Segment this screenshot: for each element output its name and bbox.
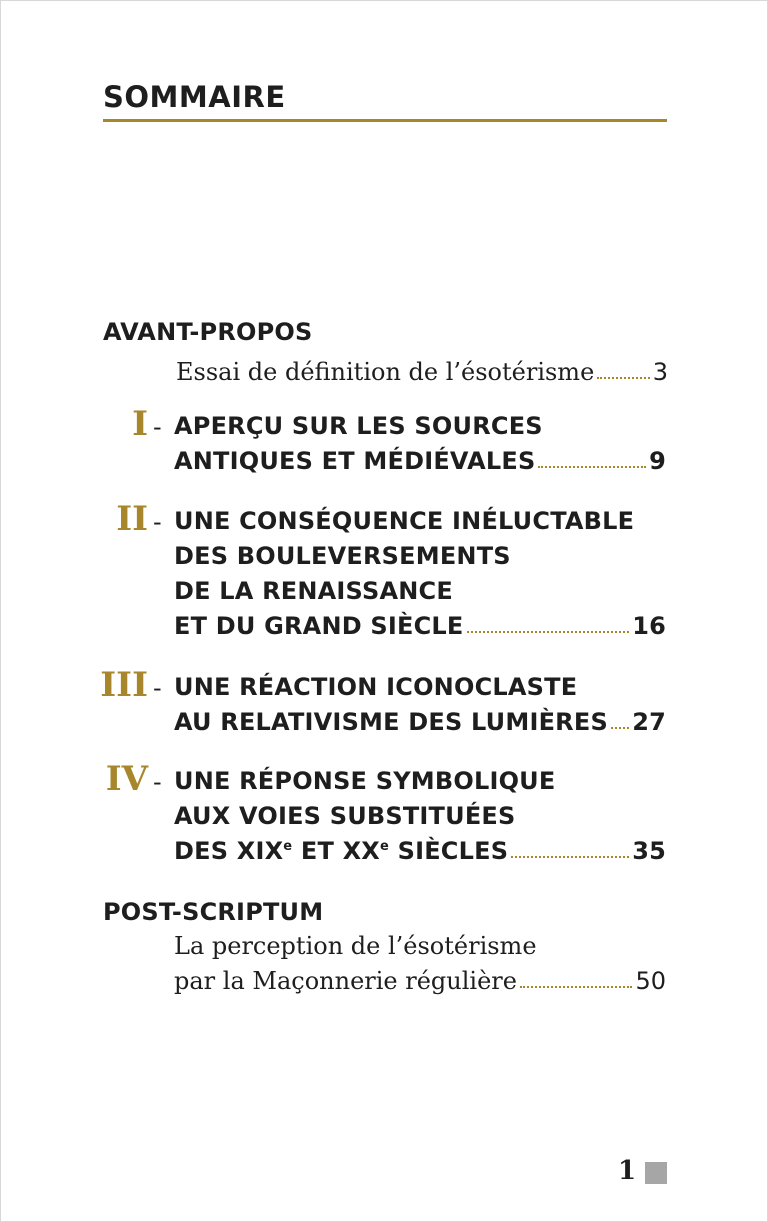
chapter-title-line: ANTIQUES ET MÉDIÉVALES	[174, 447, 536, 475]
toc-entry-chapter-1[interactable]	[174, 447, 666, 475]
chapter-dash: -	[153, 674, 162, 702]
chapter-numeral: I	[132, 404, 148, 444]
page-number: 16	[632, 612, 666, 640]
title-fragment: ET XX	[292, 837, 381, 865]
folio-square	[645, 1162, 667, 1184]
dot-leader	[467, 631, 630, 633]
chapter-numeral: III	[100, 665, 148, 705]
chapter-title-line	[174, 837, 508, 865]
chapter-title-line[interactable]: AUX VOIES SUBSTITUÉES	[174, 802, 516, 830]
post-scriptum-subtitle: par la Maçonnerie régulière	[174, 967, 517, 995]
title-underline	[103, 119, 667, 122]
dot-leader	[520, 986, 632, 988]
dot-leader	[511, 856, 629, 858]
title-fragment: DES XIX	[174, 837, 284, 865]
toc-entry-chapter-3[interactable]	[174, 708, 666, 736]
page-number: 27	[632, 708, 666, 736]
chapter-title-line[interactable]: UNE RÉPONSE SYMBOLIQUE	[174, 767, 556, 795]
post-scriptum-subtitle[interactable]: La perception de l’ésotérisme	[174, 932, 537, 960]
chapter-dash: -	[153, 508, 162, 536]
page-number: 3	[652, 358, 668, 386]
folio-number: 1	[618, 1156, 637, 1186]
page-number: 9	[649, 447, 666, 475]
chapter-dash: -	[153, 768, 162, 796]
title-fragment: SIÈCLES	[389, 837, 509, 865]
avant-propos-subtitle: Essai de définition de l’ésotérisme	[176, 358, 595, 386]
chapter-title-line[interactable]: APERÇU SUR LES SOURCES	[174, 412, 543, 440]
toc-entry-chapter-2[interactable]	[174, 612, 666, 640]
dot-leader	[611, 727, 629, 729]
superscript: e	[380, 839, 390, 854]
post-scriptum-title: POST-SCRIPTUM	[103, 898, 324, 926]
chapter-title-line[interactable]: UNE CONSÉQUENCE INÉLUCTABLE	[174, 507, 635, 535]
toc-entry-chapter-4[interactable]	[174, 837, 666, 865]
chapter-title-line[interactable]: DE LA RENAISSANCE	[174, 577, 453, 605]
page-number: 50	[635, 967, 666, 995]
superscript: e	[283, 839, 293, 854]
chapter-title-line[interactable]: UNE RÉACTION ICONOCLASTE	[174, 673, 578, 701]
page-title: SOMMAIRE	[103, 80, 286, 114]
toc-entry-post-scriptum[interactable]	[174, 967, 666, 995]
page-number: 35	[632, 837, 666, 865]
chapter-numeral: IV	[105, 759, 148, 799]
chapter-title-line[interactable]: DES BOULEVERSEMENTS	[174, 542, 511, 570]
chapter-numeral: II	[116, 499, 148, 539]
avant-propos-title: AVANT-PROPOS	[103, 318, 313, 346]
dot-leader	[538, 466, 646, 468]
chapter-title-line: ET DU GRAND SIÈCLE	[174, 612, 464, 640]
chapter-dash: -	[153, 413, 162, 441]
chapter-title-line: AU RELATIVISME DES LUMIÈRES	[174, 708, 608, 736]
dot-leader	[597, 377, 649, 379]
toc-entry-avant-propos[interactable]	[176, 358, 668, 386]
